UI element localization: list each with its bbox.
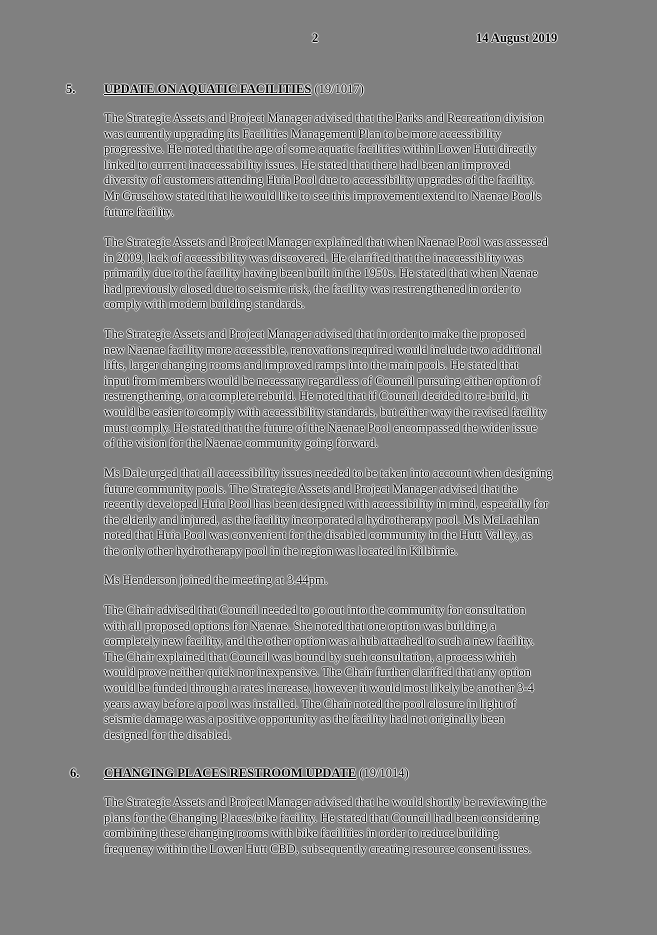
text-line: must comply. He stated that the future of the Naenae Pool encompassed the wider issue — [104, 420, 538, 435]
text-line: new Naenae facility more accessible, renovations required would include two additional — [104, 342, 542, 357]
text-line: noted that Huia Pool was convenient for the disabled community in the Hutt Valley, as — [104, 528, 533, 543]
text-line: would prove neither quick nor inexpensive. The Chair further clarified that any option — [104, 665, 531, 680]
page-number: 2 — [312, 31, 319, 45]
section-title: CHANGING PLACES RESTROOM UPDATE — [104, 766, 357, 780]
page-header — [0, 31, 657, 49]
text-line: Ms Henderson joined the meeting at 3.44pm. — [104, 573, 328, 587]
paragraph — [104, 466, 602, 560]
section-heading-6 — [70, 766, 409, 781]
text-line: The Strategic Assets and Project Manager advised that he would shortly be reviewing the — [104, 795, 547, 809]
text-line: the elderly and injured, as the facility incorporated a hydrotherapy pool. Ms McLachlan — [104, 512, 539, 527]
section-number: 5. — [66, 82, 76, 96]
paragraph — [104, 573, 602, 589]
text-line: had previously closed due to seismic risk, the facility was restrengthened in order to — [104, 281, 521, 296]
section-heading-5 — [66, 82, 364, 97]
text-line: diversity of customers attending Huia Pool due to accessibility upgrades of the facility. — [104, 173, 535, 188]
text-line: completely new facility, and the other option was a hub attached to such a new facility. — [104, 634, 535, 649]
text-line: frequency within the Lower Hutt CBD, subsequently creating resource consent issues. — [104, 841, 532, 856]
text-line: of the vision for the Naenae community going forward. — [104, 436, 379, 451]
paragraph — [104, 795, 602, 857]
text-line: progressive. He noted that the age of some aquatic facilities within Lower Hutt directly — [104, 142, 537, 157]
text-line: would be funded through a rates increase, however it would most likely be another 3-4 — [104, 680, 534, 695]
text-line: The Chair advised that Council needed to go out into the community for consultation — [104, 603, 526, 617]
text-line: recently developed Huia Pool has been designed with accessibility in mind, especially for — [104, 497, 549, 512]
text-line: lifts, larger changing rooms and improved ramps into the main pools. He stated that — [104, 358, 519, 373]
text-line: years away before a pool was installed. The Chair noted the pool closure in light of — [104, 696, 516, 711]
paragraph — [104, 603, 602, 743]
text-line: The Chair explained that Council was bound by such consultation, a process which — [104, 649, 516, 664]
text-line: plans for the Changing Places/bike facility. He stated that Council had been considering — [104, 810, 540, 825]
text-line: linked to current inaccessability issues. He stated that there had been an improved — [104, 157, 510, 172]
text-line: future community pools. The Strategic Assets and Project Manager advised that the — [104, 481, 518, 496]
text-line: would be easier to comply with accessibility standards, but either way the revised facility — [104, 404, 547, 419]
text-line: in 2009, lack of accessibility was discovered. He clarified that the inaccessiblity was — [104, 250, 524, 265]
paragraph — [104, 111, 602, 220]
text-line: seismic damage was a positive opportunity as the facility had not originally been — [104, 712, 505, 727]
text-line: with all proposed options for Naenae. She noted that one option was building a — [104, 618, 496, 633]
text-line: Ms Dale urged that all accessibility issues needed to be taken into account when designing — [104, 466, 553, 480]
text-line: The Strategic Assets and Project Manager advised that in order to make the proposed — [104, 327, 526, 341]
section-title: UPDATE ON AQUATIC FACILITIES — [104, 82, 312, 96]
section-reference: (19/1017) — [311, 82, 364, 96]
paragraph — [104, 235, 602, 313]
section-reference: (19/1014) — [356, 766, 409, 780]
text-line: the only other hydrotherapy pool in the region was located in Kilbirnie. — [104, 543, 458, 558]
text-line: future facility. — [104, 204, 175, 219]
header-date: 14 August 2019 — [476, 31, 558, 45]
text-line: Mr Gruschow stated that he would like to see this improvement extend to Naenae Pool's — [104, 188, 542, 203]
paragraph — [104, 327, 602, 452]
text-line: The Strategic Assets and Project Manager explained that when Naenae Pool was assessed — [104, 235, 548, 249]
text-line: input from members would be necessary regardless of Council pursuing either option of — [104, 373, 541, 388]
text-line: combining these changing rooms with bike facilities in order to reduce building — [104, 826, 499, 841]
section-number: 6. — [70, 766, 80, 780]
text-line: The Strategic Assets and Project Manager advised that the Parks and Recreation division — [104, 111, 544, 125]
text-line: comply with modern building standards. — [104, 297, 305, 312]
text-line: primarily due to the facility having been built in the 1950s. He stated that when Naenae — [104, 266, 538, 281]
text-line: designed for the disabled. — [104, 727, 232, 742]
text-line: restrengthening, or a complete rebuild. He noted that if Council decided to re-build, it — [104, 389, 529, 404]
text-line: was currently upgrading its Facilities Management Plan to be more accessibility — [104, 126, 502, 141]
